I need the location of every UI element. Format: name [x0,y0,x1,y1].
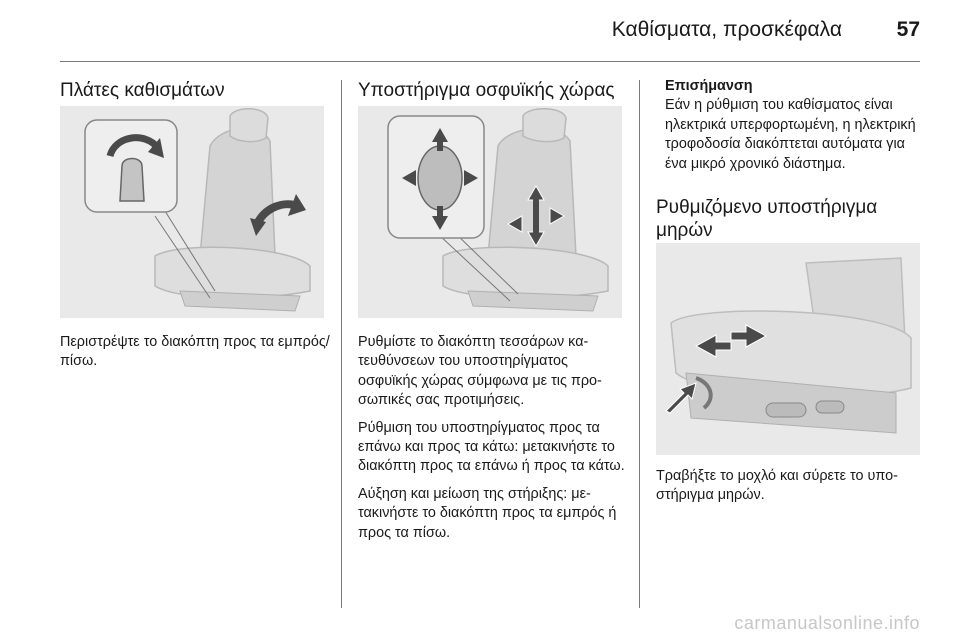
paragraph: Τραβήξτε το μοχλό και σύρετε το υποστήριγμα μηρών. [656,468,898,504]
seat-thigh-illustration [656,243,920,455]
figure-backrest-adjustment [60,106,324,318]
section-title-backrest: Πλάτες καθισμάτων [60,80,225,101]
body-text-thigh-support [656,467,926,514]
column-divider-2 [639,80,640,608]
header-rule [60,61,920,62]
header-title: Καθίσματα, προσκέφαλα [611,18,842,41]
section-title-thigh-support: Ρυθμιζόμενο υποστήριγμα μηρών [656,197,878,241]
watermark: carmanualsonline.info [734,613,920,633]
paragraph: Ρύθμιση του υποστηρίγματος προς τα επάνω και προς τα κάτω: μετακινήστε το διακόπτη προς τα επάνω ή προς τα κάτω. [358,419,625,475]
note-block [665,77,927,174]
paragraph: Περιστρέψτε το διακόπτη προς τα εμπρός/πίσω. [60,334,330,370]
body-text-lumbar [358,333,626,551]
section-title-lumbar: Υποστήριγμα οσφυϊκής χώρας [358,80,615,101]
figure-thigh-support [656,243,920,455]
note-text: Εάν η ρύθμιση του καθίσματος είναι ηλεκτρικά υπερφορτωμένη, η ηλεκτρική τροφοδοσία διακόπτεται αυτόματα για ένα μικρό χρονικό διάστημα. [665,97,916,172]
page-number: 57 [896,18,920,41]
seat-backrest-illustration [60,106,324,318]
figure-lumbar-support [358,106,622,318]
paragraph: Ρυθμίστε το διακόπτη τεσσάρων κατευθύνσεων του υποστηρίγματος οσφυϊκής χώρας σύμφωνα με τις προσωπικές σας προτιμήσεις. [358,334,602,409]
page-header [0,0,960,62]
paragraph: Αύξηση και μείωση της στήριξης: μετακινήστε το διακόπτη προς τα εμπρός ή προς τα πίσω. [358,485,617,541]
note-label: Επισήμανση [665,78,753,94]
seat-lumbar-illustration [358,106,622,318]
body-text-backrest [60,333,330,380]
column-divider-1 [341,80,342,608]
